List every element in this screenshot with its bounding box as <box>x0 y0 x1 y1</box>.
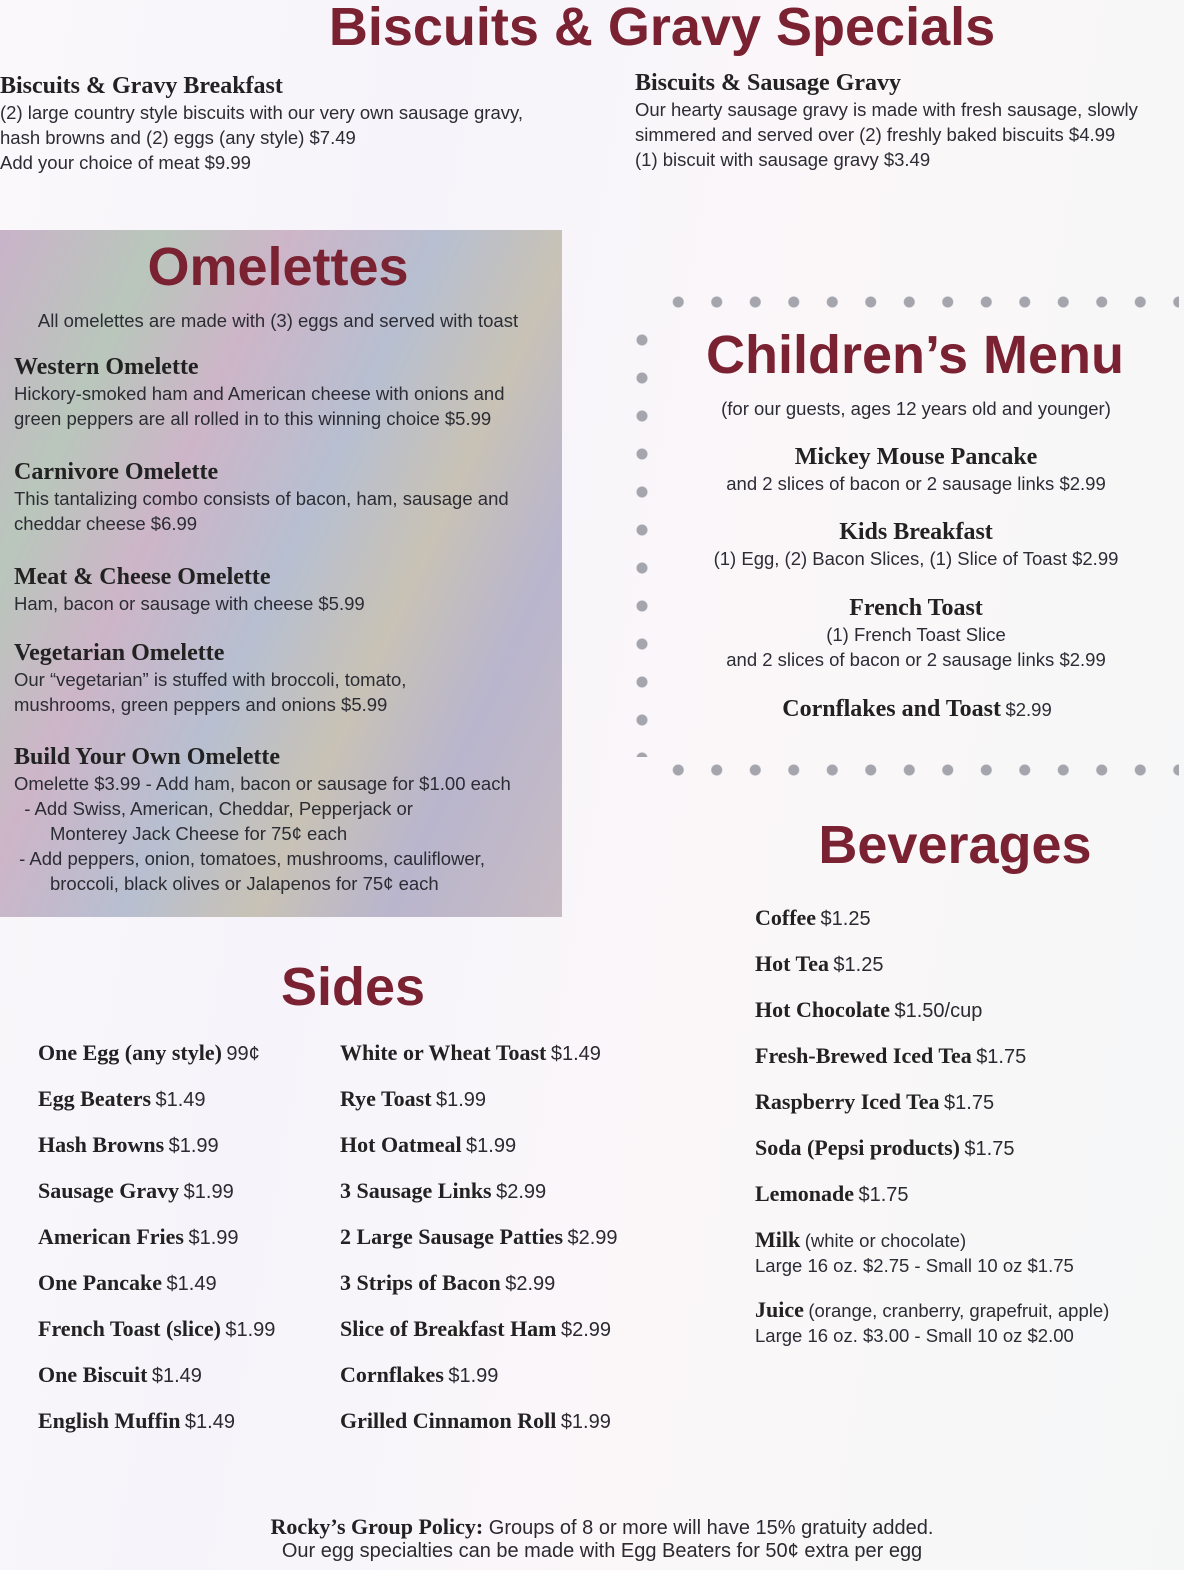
item-price: $2.99 <box>560 1319 612 1341</box>
item-name: Cornflakes and Toast <box>782 696 1001 722</box>
item-sizes: Large 16 oz. $3.00 - Small 10 oz $2.00 <box>755 1325 1074 1346</box>
side-item <box>38 1362 202 1388</box>
item-name: Mickey Mouse Pancake <box>794 444 1038 470</box>
item-price: $1.99 <box>183 1181 234 1203</box>
item-desc: broccoli, black olives or Jalapenos for 75¢ each <box>14 873 439 894</box>
item-desc: - Add peppers, onion, tomatoes, mushrooms, cauliflower, <box>14 848 485 869</box>
side-item <box>340 1224 618 1250</box>
policy-label: Rocky’s Group Policy: <box>270 1514 484 1539</box>
beverage-juice <box>755 1297 1109 1348</box>
beverage-item <box>755 1043 1026 1069</box>
dots-left <box>635 321 649 757</box>
side-item <box>38 1086 206 1112</box>
side-item <box>38 1270 217 1296</box>
footer-note: Our egg specialties can be made with Egg Beaters for 50¢ extra per egg <box>281 1540 923 1562</box>
item-name: 3 Sausage Links <box>340 1178 492 1203</box>
item-name: Build Your Own Omelette <box>14 744 281 770</box>
item-price: $1.99 <box>168 1135 219 1157</box>
omelette-item <box>14 459 509 536</box>
item-name: Soda (Pepsi products) <box>755 1135 960 1160</box>
page-title: Biscuits & Gravy Specials <box>328 0 996 57</box>
item-name: Lemonade <box>755 1181 854 1206</box>
item-desc: and 2 slices of bacon or 2 sausage links $2.99 <box>726 649 1106 670</box>
item-price: $1.25 <box>833 954 884 976</box>
item-price: 99¢ <box>226 1043 260 1065</box>
item-name: Milk <box>755 1227 801 1252</box>
omelettes-title: Omelettes <box>147 237 409 297</box>
item-price: $1.49 <box>151 1365 202 1387</box>
omelette-item <box>14 640 406 717</box>
side-item <box>38 1224 239 1250</box>
policy-text: Groups of 8 or more will have 15% gratuity added. <box>483 1517 934 1539</box>
side-item <box>340 1316 611 1342</box>
item-price: $1.25 <box>820 908 871 930</box>
item-desc: green peppers are all rolled in to this winning choice $5.99 <box>14 408 492 429</box>
item-price: $1.99 <box>466 1135 517 1157</box>
omelettes-subtitle: All omelettes are made with (3) eggs and served with toast <box>37 310 519 331</box>
item-desc: Omelette $3.99 - Add ham, bacon or sausage for $1.00 each <box>14 773 511 794</box>
item-name: Sausage Gravy <box>38 1178 180 1203</box>
side-item <box>340 1408 611 1434</box>
item-name: Biscuits & Gravy Breakfast <box>0 73 283 99</box>
item-name: French Toast (slice) <box>38 1316 221 1341</box>
item-price: $2.99 <box>505 1273 556 1295</box>
omelette-item <box>14 564 365 616</box>
item-name: American Fries <box>38 1224 184 1249</box>
item-price: $1.75 <box>944 1092 995 1114</box>
item-name: 3 Strips of Bacon <box>340 1270 501 1295</box>
item-name: Hot Tea <box>755 951 829 976</box>
item-price: $1.99 <box>435 1089 487 1111</box>
item-name: One Biscuit <box>38 1362 148 1387</box>
item-price: $1.49 <box>155 1089 206 1111</box>
item-price: $1.99 <box>188 1227 239 1249</box>
item-desc: - Add Swiss, American, Cheddar, Pepperjack or <box>14 798 413 819</box>
item-desc: (1) French Toast Slice <box>826 624 1006 645</box>
item-desc: cheddar cheese $6.99 <box>14 513 198 534</box>
beverage-item <box>755 951 883 977</box>
item-name: Cornflakes <box>340 1362 444 1387</box>
item-desc: This tantalizing combo consists of bacon, ham, sausage and <box>14 488 509 509</box>
item-name: Kids Breakfast <box>839 519 993 545</box>
side-item <box>38 1408 235 1434</box>
item-price: $1.75 <box>858 1184 909 1206</box>
item-price: $2.99 <box>567 1227 618 1249</box>
side-item <box>340 1270 555 1296</box>
beverage-item <box>755 1181 909 1207</box>
item-price: $2.99 <box>1005 699 1052 720</box>
item-desc: (1) biscuit with sausage gravy $3.49 <box>635 149 931 170</box>
side-item <box>340 1178 546 1204</box>
item-name: Hot Oatmeal <box>340 1132 462 1157</box>
item-price: $2.99 <box>496 1181 547 1203</box>
item-desc: Add your choice of meat $9.99 <box>0 152 251 173</box>
item-desc: (1) Egg, (2) Bacon Slices, (1) Slice of Toast $2.99 <box>713 548 1119 569</box>
item-desc: Monterey Jack Cheese for 75¢ each <box>14 823 348 844</box>
side-item <box>38 1316 275 1342</box>
item-price: $1.49 <box>184 1411 235 1433</box>
item-desc: simmered and served over (2) freshly baked biscuits $4.99 <box>635 124 1116 145</box>
item-name: 2 Large Sausage Patties <box>340 1224 564 1249</box>
item-name: One Egg (any style) <box>38 1040 222 1065</box>
item-price: $1.50/cup <box>894 1000 983 1022</box>
item-name: English Muffin <box>38 1408 181 1433</box>
children-title: Children’s Menu <box>705 325 1125 385</box>
item-desc: (2) large country style biscuits with our very own sausage gravy, <box>0 102 524 123</box>
bg-breakfast <box>0 73 523 175</box>
item-name: Western Omelette <box>14 354 199 380</box>
item-note: (white or chocolate) <box>804 1230 967 1251</box>
beverage-milk <box>755 1227 1074 1278</box>
bg-sausage <box>635 70 1138 172</box>
beverages-title: Beverages <box>818 815 1092 875</box>
item-name: Juice <box>755 1297 804 1322</box>
item-note: (orange, cranberry, grapefruit, apple) <box>808 1300 1110 1321</box>
item-name: Vegetarian Omelette <box>14 640 225 666</box>
item-name: Meat & Cheese Omelette <box>14 564 271 590</box>
item-name: Biscuits & Sausage Gravy <box>635 70 902 96</box>
item-desc: Our hearty sausage gravy is made with fresh sausage, slowly <box>635 99 1138 120</box>
beverage-item <box>755 1135 1014 1161</box>
children-item <box>726 595 1106 672</box>
item-name: Rye Toast <box>340 1086 432 1111</box>
side-item <box>340 1086 486 1112</box>
item-desc: and 2 slices of bacon or 2 sausage links $2.99 <box>726 473 1106 494</box>
item-price: $1.99 <box>225 1319 276 1341</box>
item-name: Coffee <box>755 905 817 930</box>
omelette-item <box>14 744 511 896</box>
item-name: Carnivore Omelette <box>14 459 219 485</box>
side-item <box>38 1178 234 1204</box>
item-name: Fresh-Brewed Iced Tea <box>755 1043 972 1068</box>
item-desc: mushrooms, green peppers and onions $5.99 <box>14 694 388 715</box>
item-desc: hash browns and (2) eggs (any style) $7.49 <box>0 127 356 148</box>
side-item <box>340 1362 498 1388</box>
children-subtitle: (for our guests, ages 12 years old and younger) <box>721 398 1111 419</box>
item-desc: Our “vegetarian” is stuffed with broccoli, tomato, <box>14 669 407 690</box>
beverage-item <box>755 1089 994 1115</box>
beverage-item <box>755 997 982 1023</box>
item-name: Slice of Breakfast Ham <box>340 1316 557 1341</box>
item-name: Egg Beaters <box>38 1086 152 1111</box>
item-name: White or Wheat Toast <box>340 1040 547 1065</box>
item-price: $1.99 <box>560 1411 611 1433</box>
side-item <box>340 1132 516 1158</box>
item-desc: Ham, bacon or sausage with cheese $5.99 <box>14 593 365 614</box>
children-item <box>726 444 1106 496</box>
children-item <box>714 519 1119 571</box>
item-name: Hot Chocolate <box>755 997 891 1022</box>
footer <box>271 1514 934 1563</box>
item-price: $1.75 <box>976 1046 1027 1068</box>
item-price: $1.75 <box>964 1138 1015 1160</box>
item-name: French Toast <box>849 595 983 621</box>
dots-bottom <box>659 763 1179 777</box>
item-desc: Hickory-smoked ham and American cheese with onions and <box>14 383 505 404</box>
sides-title: Sides <box>280 957 426 1017</box>
item-price: $1.49 <box>550 1043 601 1065</box>
beverage-item <box>755 905 871 931</box>
item-price: $1.99 <box>448 1365 499 1387</box>
item-name: Grilled Cinnamon Roll <box>340 1408 557 1433</box>
side-item <box>38 1040 260 1066</box>
dots-top <box>659 295 1179 309</box>
omelette-item <box>14 354 505 431</box>
item-price: $1.49 <box>166 1273 217 1295</box>
item-name: Raspberry Iced Tea <box>755 1089 940 1114</box>
item-name: Hash Browns <box>38 1132 165 1157</box>
side-item <box>340 1040 601 1066</box>
item-name: One Pancake <box>38 1270 163 1295</box>
omelettes-section <box>0 230 562 917</box>
item-sizes: Large 16 oz. $2.75 - Small 10 oz $1.75 <box>755 1255 1074 1276</box>
side-item <box>38 1132 219 1158</box>
children-item-cornflakes <box>782 696 1051 723</box>
